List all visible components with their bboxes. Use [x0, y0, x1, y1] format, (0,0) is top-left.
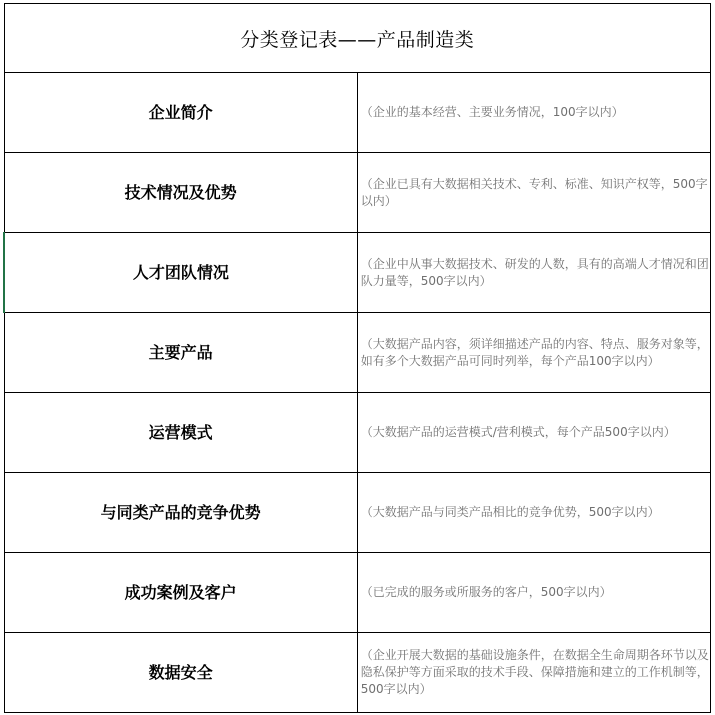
hint-main-products: （大数据产品内容，须详细描述产品的内容、特点、服务对象等，如有多个大数据产品可同时列举，每个产品100字以内）: [360, 336, 709, 368]
field-company-profile[interactable]: [357, 73, 710, 153]
table-row: [4, 313, 711, 393]
label-competitive-advantage[interactable]: 与同类产品的竞争优势: [4, 473, 357, 553]
hint-technology-advantages: （企业已具有大数据相关技术、专利、标准、知识产权等，500字以内）: [360, 176, 708, 208]
hint-operating-model: （大数据产品的运营模式/营利模式，每个产品500字以内）: [360, 425, 676, 439]
table-row: [4, 153, 711, 233]
field-talent-team[interactable]: [357, 233, 710, 313]
field-main-products[interactable]: [357, 313, 710, 393]
hint-success-cases: （已完成的服务或所服务的客户，500字以内）: [360, 585, 612, 599]
field-competitive-advantage[interactable]: [357, 473, 710, 553]
table-row: [4, 633, 711, 713]
hint-competitive-advantage: （大数据产品与同类产品相比的竞争优势，500字以内）: [360, 505, 660, 519]
table-row: [4, 73, 711, 153]
field-technology-advantages[interactable]: [357, 153, 710, 233]
field-data-security[interactable]: [357, 633, 710, 713]
label-talent-team[interactable]: 人才团队情况: [4, 233, 357, 313]
registration-form-table: [3, 3, 711, 713]
label-company-profile[interactable]: 企业简介: [4, 73, 357, 153]
form-title[interactable]: 分类登记表——产品制造类: [4, 4, 711, 73]
label-main-products[interactable]: 主要产品: [4, 313, 357, 393]
table-row: [4, 393, 711, 473]
field-success-cases[interactable]: [357, 553, 710, 633]
field-operating-model[interactable]: [357, 393, 710, 473]
hint-company-profile: （企业的基本经营、主要业务情况，100字以内）: [360, 105, 624, 119]
hint-talent-team: （企业中从事大数据技术、研发的人数，具有的高端人才情况和团队力量等，500字以内）: [360, 256, 709, 288]
label-success-cases[interactable]: 成功案例及客户: [4, 553, 357, 633]
table-row: [4, 553, 711, 633]
label-operating-model[interactable]: 运营模式: [4, 393, 357, 473]
title-row: [4, 4, 711, 73]
table-row: [4, 473, 711, 553]
label-data-security[interactable]: 数据安全: [4, 633, 357, 713]
table-row: [4, 233, 711, 313]
hint-data-security: （企业开展大数据的基础设施条件，在数据全生命周期各环节以及隐私保护等方面采取的技术手段、保障措施和建立的工作机制等，500字以内）: [360, 648, 709, 696]
label-technology-advantages[interactable]: 技术情况及优势: [4, 153, 357, 233]
